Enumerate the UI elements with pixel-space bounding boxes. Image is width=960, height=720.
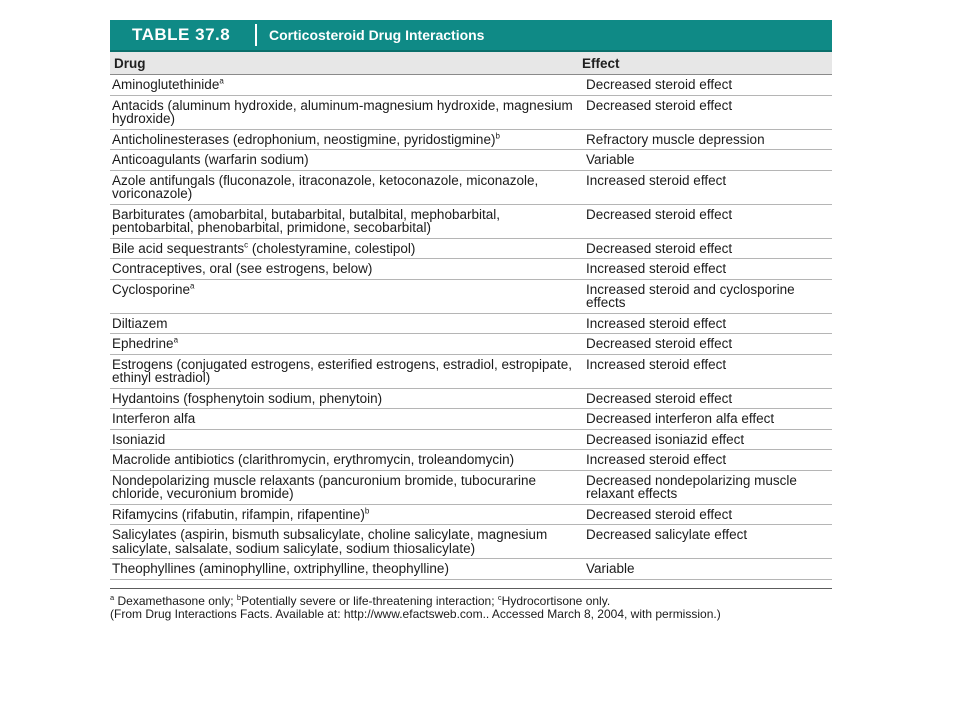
effect-cell: Decreased salicylate effect [586, 527, 748, 542]
drug-cell [110, 262, 584, 276]
drug-name: Ephedrine [112, 336, 174, 351]
drug-cell [110, 562, 584, 576]
table-row [110, 409, 832, 430]
table-footnotes [110, 588, 832, 622]
drug-cell [110, 412, 584, 426]
effect-cell: Increased steroid effect [586, 261, 727, 276]
drug-name: Interferon alfa [112, 411, 196, 426]
table-row [110, 130, 832, 151]
footnote-a-mark: a [110, 592, 115, 602]
drug-cell [110, 99, 584, 126]
effect-cell: Decreased steroid effect [586, 97, 733, 113]
drug-name: Anticholinesterases (edrophonium, neostigmine, pyridostigmine) [112, 131, 496, 147]
column-header-drug: Drug [114, 55, 146, 71]
drug-cell [110, 133, 584, 147]
footnote-line [110, 592, 832, 609]
effect-cell: Refractory muscle depression [586, 131, 765, 147]
drug-name: Isoniazid [112, 431, 166, 447]
drug-name: Azole antifungals (fluconazole, itraconazole, ketoconazole, miconazole, voriconazole) [112, 172, 539, 201]
drug-name: Estrogens (conjugated estrogens, esterified estrogens, estradiol, estropipate, ethinyl estradiol) [112, 356, 573, 385]
drug-name: Aminoglutethinide [112, 77, 220, 92]
effect-cell: Decreased steroid effect [586, 240, 733, 256]
footnote-marker: c [244, 240, 249, 249]
drug-cell [110, 433, 584, 447]
table-row [110, 471, 832, 505]
table-row [110, 389, 832, 410]
table-row [110, 280, 832, 314]
footnote-marker: b [364, 506, 370, 515]
effect-cell: Decreased isoniazid effect [586, 431, 745, 447]
drug-name: Theophyllines (aminophylline, oxtriphylline, theophylline) [112, 561, 449, 576]
drug-name: Nondepolarizing muscle relaxants (pancuronium bromide, tubocurarine chloride, vecuronium bromide) [112, 472, 536, 501]
drug-cell [110, 283, 584, 297]
footnote-c-text: Hydrocortisone only. [501, 593, 611, 608]
drug-cell [110, 392, 584, 406]
column-header-row [110, 52, 832, 75]
column-header-effect: Effect [582, 55, 620, 71]
footnote-marker: b [495, 131, 500, 140]
footnote-marker: a [219, 76, 224, 86]
drug-interactions-table [110, 20, 832, 622]
table-row [110, 75, 832, 96]
drug-cell [110, 358, 584, 385]
drug-name: Diltiazem [112, 315, 168, 331]
footnote-marker: a [190, 281, 195, 290]
table-row [110, 259, 832, 280]
drug-cell [110, 78, 584, 92]
effect-cell: Decreased nondepolarizing muscle relaxant effects [586, 472, 797, 501]
drug-name-suffix: (cholestyramine, colestipol) [248, 240, 416, 256]
table-row [110, 355, 832, 389]
table-row [110, 450, 832, 471]
effect-cell: Decreased steroid effect [586, 77, 733, 92]
footnote-c-mark: c [497, 592, 502, 602]
table-number: TABLE 37.8 [132, 25, 231, 44]
table-row [110, 314, 832, 335]
footnote-a-text: Dexamethasone only; [114, 593, 237, 608]
drug-name: Hydantoins (fosphenytoin sodium, phenytoin) [112, 390, 383, 406]
drug-name: Barbiturates (amobarbital, butabarbital, butalbital, mephobarbital, pentobarbital, phenobarbital, primidone, secobarbital) [112, 206, 500, 235]
drug-name: Salicylates (aspirin, bismuth subsalicylate, choline salicylate, magnesium salicylate, salsalate, sodium salicylate, sodium thiosalicylate) [112, 527, 548, 556]
table-row [110, 205, 832, 239]
effect-cell: Decreased interferon alfa effect [586, 411, 775, 426]
table-row [110, 559, 832, 580]
table-row [110, 334, 832, 355]
table-title-bar [110, 20, 832, 52]
source-citation: (From Drug Interactions Facts. Available at: http://www.efactsweb.com.. Accessed March 8, 2004, with permission.) [110, 607, 721, 621]
drug-name: Antacids (aluminum hydroxide, aluminum-magnesium hydroxide, magnesium hydroxide) [112, 97, 573, 126]
drug-cell [110, 317, 584, 331]
effect-cell: Increased steroid effect [586, 452, 727, 467]
drug-name: Bile acid sequestrants [112, 240, 245, 256]
drug-name: Rifamycins (rifabutin, rifampin, rifapentine) [112, 506, 365, 522]
table-row [110, 430, 832, 451]
drug-cell [110, 528, 584, 555]
effect-cell: Decreased steroid effect [586, 206, 733, 222]
effect-cell: Increased steroid effect [586, 315, 727, 331]
drug-name: Anticoagulants (warfarin sodium) [112, 152, 309, 167]
table-row [110, 239, 832, 260]
table-row [110, 525, 832, 559]
drug-cell [110, 174, 584, 201]
table-body [110, 75, 832, 580]
table-row [110, 505, 832, 526]
drug-cell [110, 153, 584, 167]
effect-cell: Increased steroid effect [586, 356, 727, 372]
table-title: Corticosteroid Drug Interactions [269, 27, 485, 43]
effect-cell: Increased steroid effect [586, 172, 727, 188]
drug-cell [110, 242, 584, 256]
table-row [110, 171, 832, 205]
effect-cell: Variable [586, 561, 635, 576]
drug-cell [110, 508, 584, 522]
table-row [110, 150, 832, 171]
footnote-b-text: Potentially severe or life-threatening interaction; [241, 593, 498, 608]
table-row [110, 96, 832, 130]
drug-cell [110, 208, 584, 235]
drug-cell [110, 474, 584, 501]
title-divider [255, 24, 257, 46]
drug-name: Cyclosporine [112, 281, 191, 297]
footnote-marker: a [173, 335, 179, 345]
effect-cell: Increased steroid and cyclosporine effects [586, 281, 795, 310]
effect-cell: Decreased steroid effect [586, 390, 733, 406]
effect-cell: Decreased steroid effect [586, 336, 733, 351]
drug-name: Contraceptives, oral (see estrogens, below) [112, 261, 373, 276]
drug-cell [110, 453, 584, 467]
effect-cell: Variable [586, 152, 635, 167]
effect-cell: Decreased steroid effect [586, 506, 733, 522]
drug-cell [110, 337, 584, 351]
footnote-b-mark: b [236, 592, 242, 602]
drug-name: Macrolide antibiotics (clarithromycin, erythromycin, troleandomycin) [112, 452, 515, 467]
